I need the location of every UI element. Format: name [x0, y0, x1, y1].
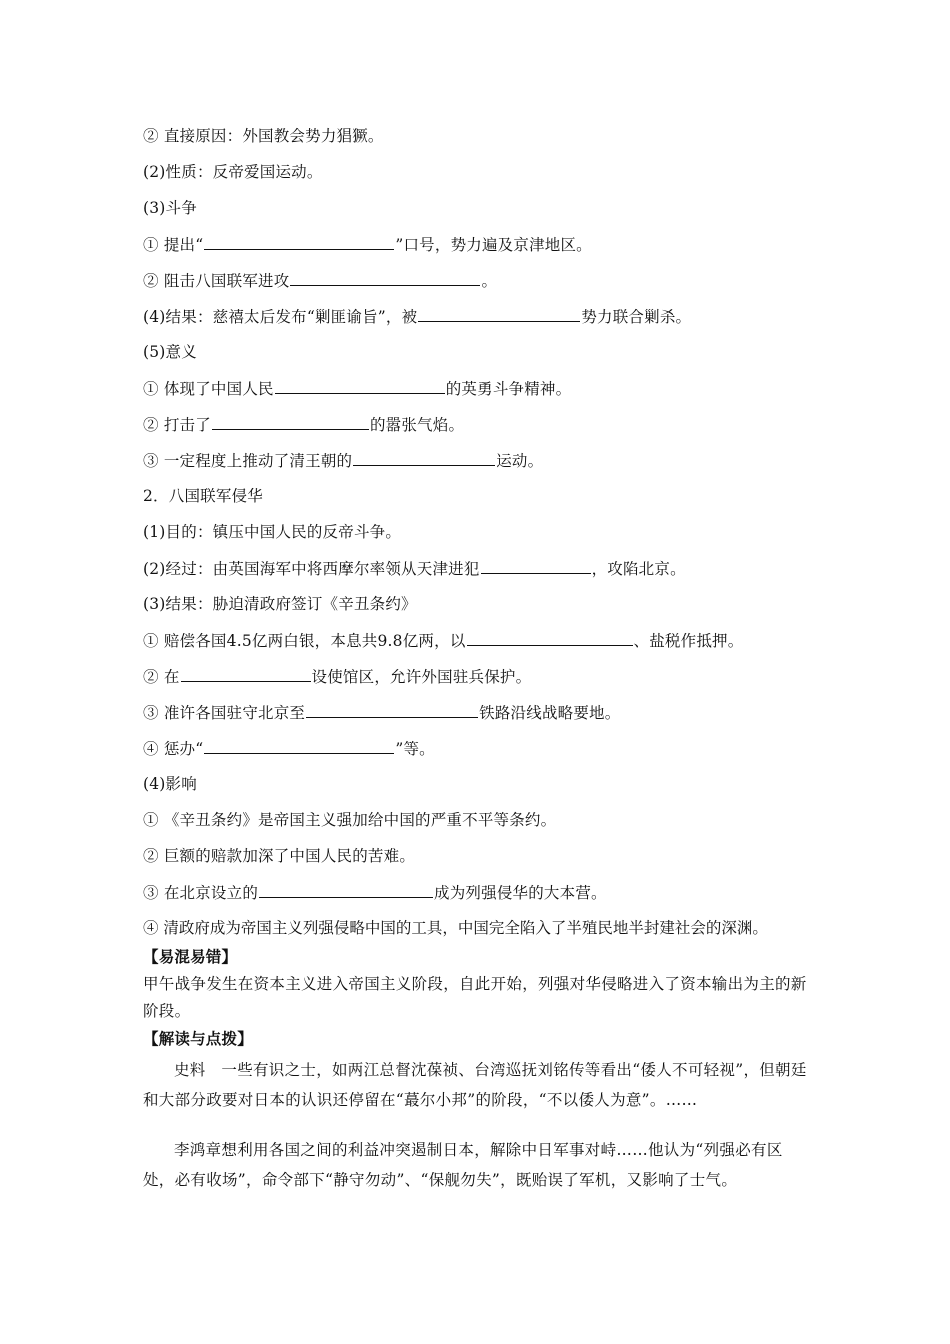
- line-significance-2: [143, 414, 464, 435]
- text-segment: ”口号，势力遍及京津地区。: [395, 236, 592, 254]
- fill-blank[interactable]: [204, 234, 394, 250]
- line-legation: [143, 666, 531, 687]
- line-nature: (2)性质：反帝爱国运动。: [143, 163, 323, 181]
- paragraph-confuse: 甲午战争发生在资本主义进入帝国主义阶段，自此开始，列强对华侵略进入了资本输出为主的新阶段。: [143, 975, 807, 1020]
- line-purpose: (1)目的：镇压中国人民的反帝斗争。: [143, 523, 402, 541]
- text-segment: 铁路沿线战略要地。: [479, 704, 621, 722]
- text-segment: ① 提出“: [143, 236, 204, 254]
- text-segment: 的英勇斗争精神。: [445, 380, 572, 398]
- line-section-2-heading: 2．八国联军侵华: [143, 487, 263, 505]
- line-slogan: [143, 234, 592, 255]
- paragraph-source: 史料 一些有识之士，如两江总督沈葆祯、台湾巡抚刘铭传等看出“倭人不可轻视”，但朝廷和大部分政要对日本的认识还停留在“蕞尔小邦”的阶段，“不以倭人为意”。……: [143, 1061, 807, 1109]
- fill-blank[interactable]: [275, 378, 445, 394]
- line-significance-3: [143, 450, 543, 471]
- text-segment: ② 在: [143, 668, 180, 686]
- fill-blank[interactable]: [290, 270, 480, 286]
- text-segment: 、盐税作抵押。: [633, 632, 744, 650]
- text-segment: ② 打击了: [143, 416, 211, 434]
- fill-blank[interactable]: [181, 666, 311, 682]
- text-segment: ③ 在北京设立的: [143, 884, 259, 902]
- fill-blank[interactable]: [204, 738, 394, 754]
- line-resist: [143, 270, 497, 291]
- line-treaty-result: (3)结果：胁迫清政府签订《辛丑条约》: [143, 595, 417, 613]
- section-title-interpret: 【解读与点拨】: [143, 1029, 253, 1048]
- line-direct-cause: ② 直接原因：外国教会势力猖獗。: [143, 127, 384, 145]
- line-indemnity: [143, 630, 743, 651]
- text-segment: 运动。: [496, 452, 544, 470]
- text-segment: ② 阻击八国联军进攻: [143, 272, 290, 290]
- line-significance-1: [143, 378, 571, 399]
- line-result: [143, 306, 691, 327]
- text-segment: ，攻陷北京。: [591, 560, 686, 578]
- text-segment: 势力联合剿杀。: [581, 308, 692, 326]
- line-impact-2: ② 巨额的赔款加深了中国人民的苦难。: [143, 847, 416, 865]
- line-railway: [143, 702, 620, 723]
- text-segment: ③ 一定程度上推动了清王朝的: [143, 452, 353, 470]
- section-title-confuse: 【易混易错】: [143, 947, 238, 966]
- text-segment: (4)结果：慈禧太后发布“剿匪谕旨”，被: [143, 308, 418, 326]
- line-process: [143, 558, 686, 579]
- fill-blank[interactable]: [259, 882, 433, 898]
- text-segment: 。: [481, 272, 498, 290]
- line-impact-heading: (4)影响: [143, 775, 197, 793]
- line-impact-1: ① 《辛丑条约》是帝国主义强加给中国的严重不平等条约。: [143, 811, 557, 829]
- line-significance-heading: (5)意义: [143, 343, 197, 361]
- fill-blank[interactable]: [306, 702, 478, 718]
- line-impact-3: [143, 882, 607, 903]
- fill-blank[interactable]: [481, 558, 591, 574]
- fill-blank[interactable]: [353, 450, 495, 466]
- text-segment: 的嚣张气焰。: [369, 416, 465, 434]
- fill-blank[interactable]: [418, 306, 580, 322]
- text-segment: 设使馆区，允许外国驻兵保护。: [311, 668, 532, 686]
- fill-blank[interactable]: [212, 414, 369, 430]
- text-segment: (2)经过：由英国海军中将西摩尔率领从天津进犯: [143, 560, 480, 578]
- line-struggle-heading: (3)斗争: [143, 199, 197, 217]
- paragraph-lihongzhang: 李鸿章想利用各国之间的利益冲突遏制日本，解除中日军事对峙……他认为“列强必有区处，必有收场”，命令部下“静守勿动”、“保舰勿失”，既贻误了军机，又影响了士气。: [143, 1141, 783, 1189]
- text-segment: 成为列强侵华的大本营。: [434, 884, 607, 902]
- text-segment: ① 赔偿各国4.5亿两白银，本息共9.8亿两，以: [143, 632, 466, 650]
- line-impact-4: ④ 清政府成为帝国主义列强侵略中国的工具，中国完全陷入了半殖民地半封建社会的深渊。: [143, 919, 768, 937]
- text-segment: ④ 惩办“: [143, 740, 204, 758]
- text-segment: ”等。: [395, 740, 435, 758]
- line-punish: [143, 738, 435, 759]
- fill-blank[interactable]: [467, 630, 633, 646]
- text-segment: ③ 准许各国驻守北京至: [143, 704, 306, 722]
- text-segment: ① 体现了中国人民: [143, 380, 274, 398]
